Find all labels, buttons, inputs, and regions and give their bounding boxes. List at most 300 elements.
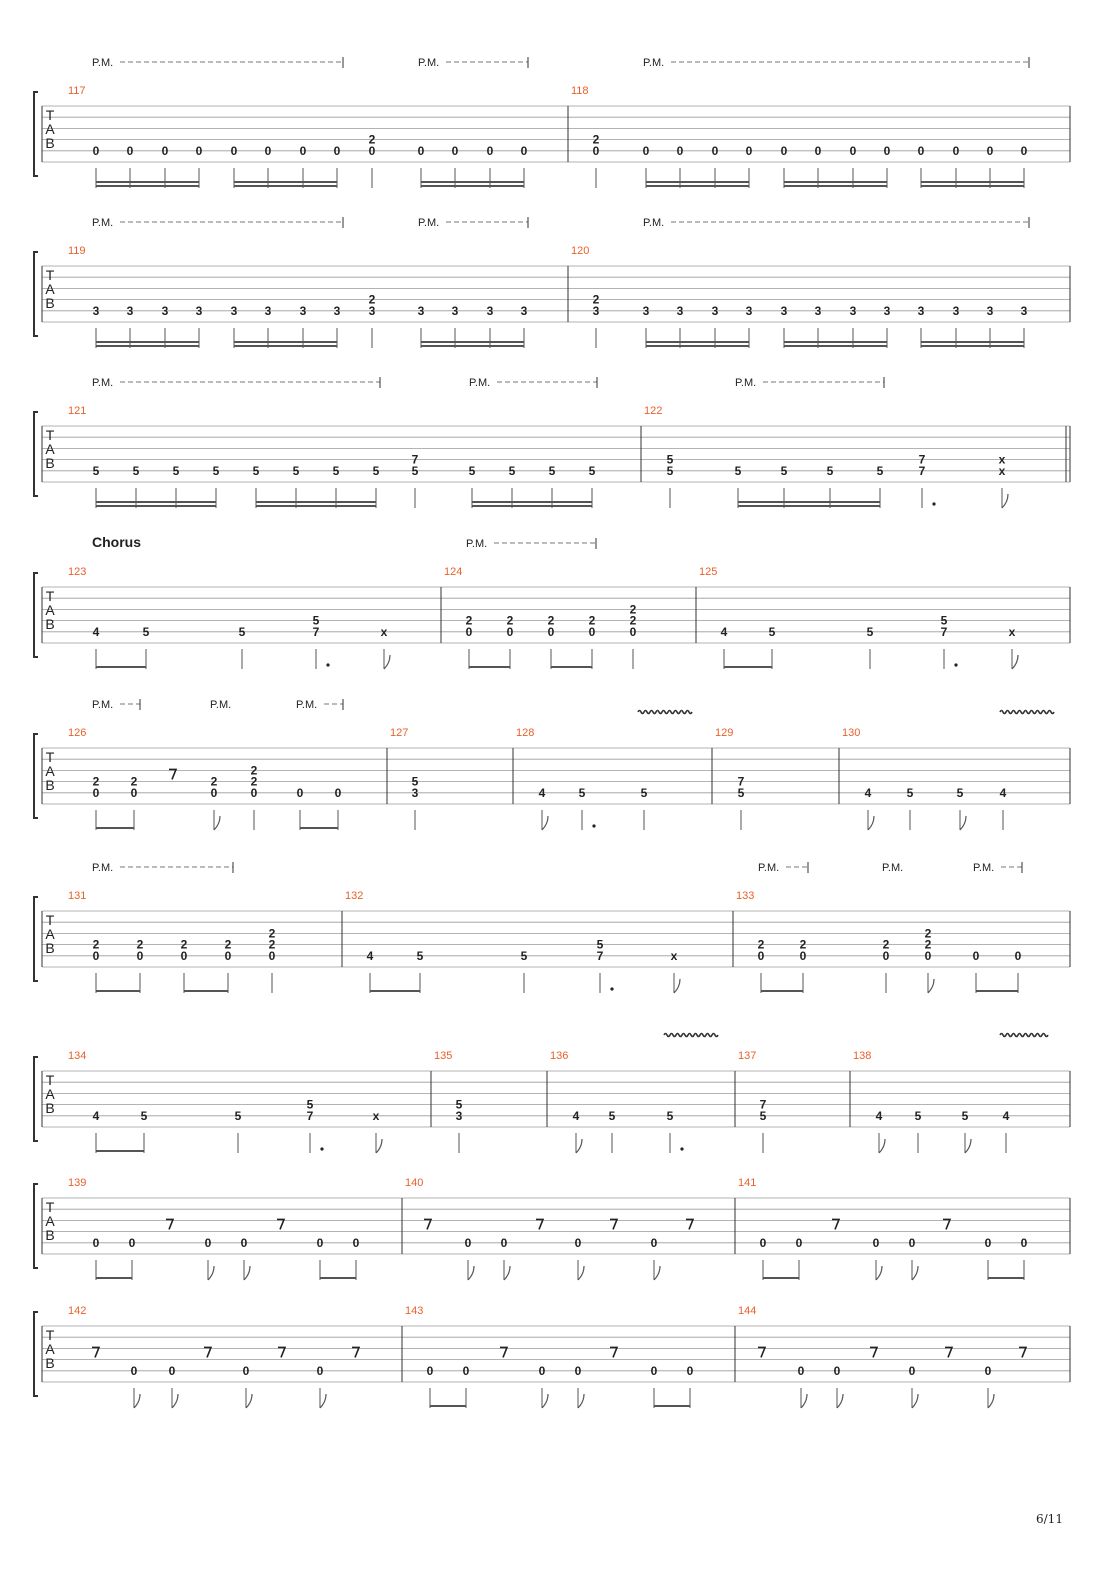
eighth-rest bbox=[352, 1347, 359, 1357]
fret-number: 0 bbox=[795, 1235, 803, 1250]
palm-mute-label: P.M. bbox=[92, 862, 114, 874]
fret-number: 0 bbox=[759, 1235, 767, 1250]
fret-number: 0 bbox=[757, 948, 765, 963]
tab-clef-letter: B bbox=[45, 1227, 55, 1243]
beam bbox=[234, 185, 337, 187]
fret-number: 3 bbox=[417, 303, 425, 318]
fret-number: 5 bbox=[238, 624, 246, 639]
page-number: 6/11 bbox=[1036, 1512, 1063, 1526]
vibrato-wave bbox=[1000, 711, 1054, 714]
fret-number: 0 bbox=[882, 948, 890, 963]
fret-number: 0 bbox=[799, 948, 807, 963]
fret-number: 0 bbox=[224, 948, 232, 963]
fret-number: 0 bbox=[780, 143, 788, 158]
fret-number: 0 bbox=[333, 143, 341, 158]
fret-number: 5 bbox=[292, 463, 300, 478]
fret-number: 0 bbox=[268, 948, 276, 963]
fret-number: 3 bbox=[676, 303, 684, 318]
measure-number: 124 bbox=[444, 566, 463, 578]
beam bbox=[320, 1277, 356, 1279]
note-flag bbox=[988, 1394, 994, 1408]
fret-number: 3 bbox=[126, 303, 134, 318]
system-bracket bbox=[34, 412, 38, 496]
tab-clef-letter: T bbox=[45, 1327, 55, 1343]
beam bbox=[96, 666, 146, 668]
note-flag bbox=[468, 1266, 474, 1280]
fret-number: 7 bbox=[759, 1097, 767, 1112]
fret-number: 5 bbox=[252, 463, 260, 478]
fret-number: 0 bbox=[180, 948, 188, 963]
fret-number: 3 bbox=[711, 303, 719, 318]
fret-number: 3 bbox=[520, 303, 528, 318]
note-flag bbox=[320, 1394, 326, 1408]
fret-number: 0 bbox=[128, 1235, 136, 1250]
fret-number: 2 bbox=[592, 132, 600, 147]
fret-number: 5 bbox=[596, 937, 604, 952]
measure-number: 143 bbox=[405, 1305, 424, 1317]
fret-number: 0 bbox=[417, 143, 425, 158]
tab-clef-letter: T bbox=[45, 749, 55, 765]
fret-number: 3 bbox=[883, 303, 891, 318]
measure-number: 144 bbox=[738, 1305, 757, 1317]
fret-number: 2 bbox=[250, 774, 258, 789]
fret-number: 5 bbox=[940, 613, 948, 628]
beam bbox=[761, 990, 803, 992]
note-flag bbox=[376, 1139, 382, 1153]
fret-number: 0 bbox=[250, 785, 258, 800]
measure-number: 121 bbox=[68, 405, 87, 417]
palm-mute-label: P.M. bbox=[92, 377, 114, 389]
beam bbox=[234, 341, 337, 343]
fret-number: 2 bbox=[210, 774, 218, 789]
fret-number: 7 bbox=[596, 948, 604, 963]
beam bbox=[784, 181, 887, 183]
palm-mute-label: P.M. bbox=[92, 57, 114, 69]
fret-number: 3 bbox=[642, 303, 650, 318]
note-flag bbox=[654, 1266, 660, 1280]
beam bbox=[96, 505, 216, 507]
fret-number: x bbox=[670, 948, 678, 963]
fret-number: 0 bbox=[872, 1235, 880, 1250]
tab-clef-letter: B bbox=[45, 940, 55, 956]
fret-number: 3 bbox=[455, 1108, 463, 1123]
fret-number: 5 bbox=[332, 463, 340, 478]
staff-system bbox=[34, 699, 1070, 830]
note-flag bbox=[208, 1266, 214, 1280]
dot bbox=[680, 1147, 683, 1150]
fret-number: 0 bbox=[972, 948, 980, 963]
fret-number: 7 bbox=[411, 452, 419, 467]
fret-number: 5 bbox=[140, 1108, 148, 1123]
fret-number: 2 bbox=[757, 937, 765, 952]
fret-number: 4 bbox=[366, 948, 374, 963]
eighth-rest bbox=[278, 1347, 285, 1357]
palm-mute-label: P.M. bbox=[466, 538, 488, 550]
fret-number: 2 bbox=[136, 937, 144, 952]
fret-number: 4 bbox=[999, 785, 1007, 800]
palm-mute-label: P.M. bbox=[735, 377, 757, 389]
fret-number: 5 bbox=[734, 463, 742, 478]
palm-mute-label: P.M. bbox=[92, 699, 114, 711]
fret-number: 2 bbox=[588, 613, 596, 628]
tab-clef-letter: B bbox=[45, 616, 55, 632]
eighth-rest bbox=[686, 1219, 693, 1229]
system-bracket bbox=[34, 734, 38, 818]
beam bbox=[184, 990, 228, 992]
fret-number: 5 bbox=[132, 463, 140, 478]
fret-number: 2 bbox=[368, 132, 376, 147]
tab-clef-letter: B bbox=[45, 1100, 55, 1116]
measure-number: 138 bbox=[853, 1050, 872, 1062]
beam bbox=[738, 505, 880, 507]
dot bbox=[932, 502, 935, 505]
fret-number: 0 bbox=[316, 1363, 324, 1378]
note-flag bbox=[876, 1266, 882, 1280]
note-flag bbox=[1012, 655, 1018, 669]
note-flag bbox=[576, 1139, 582, 1153]
note-flag bbox=[912, 1266, 918, 1280]
beam bbox=[370, 990, 420, 992]
note-flag bbox=[172, 1394, 178, 1408]
fret-number: 2 bbox=[547, 613, 555, 628]
fret-number: 0 bbox=[686, 1363, 694, 1378]
fret-number: 7 bbox=[918, 463, 926, 478]
system-bracket bbox=[34, 252, 38, 336]
fret-number: 0 bbox=[465, 624, 473, 639]
measure-number: 122 bbox=[644, 405, 663, 417]
fret-number: 0 bbox=[462, 1363, 470, 1378]
fret-number: 0 bbox=[1014, 948, 1022, 963]
beam bbox=[472, 505, 592, 507]
measure-number: 126 bbox=[68, 727, 87, 739]
beam bbox=[921, 341, 1024, 343]
fret-number: 4 bbox=[720, 624, 728, 639]
beam bbox=[551, 666, 592, 668]
measure-number: 117 bbox=[68, 85, 86, 97]
beam bbox=[921, 345, 1024, 347]
fret-number: 0 bbox=[650, 1363, 658, 1378]
beam bbox=[234, 181, 337, 183]
fret-number: 3 bbox=[849, 303, 857, 318]
tab-clef-letter: A bbox=[45, 281, 55, 297]
measure-number: 135 bbox=[434, 1050, 453, 1062]
beam bbox=[784, 341, 887, 343]
measure-number: 141 bbox=[738, 1177, 757, 1189]
fret-number: 0 bbox=[168, 1363, 176, 1378]
eighth-rest bbox=[424, 1219, 431, 1229]
beam bbox=[96, 181, 199, 183]
note-flag bbox=[1002, 494, 1008, 508]
fret-number: 7 bbox=[306, 1108, 314, 1123]
fret-number: 5 bbox=[234, 1108, 242, 1123]
beam bbox=[646, 345, 749, 347]
palm-mute-label: P.M. bbox=[882, 862, 904, 874]
measure-number: 120 bbox=[571, 245, 590, 257]
fret-number: 5 bbox=[906, 785, 914, 800]
vibrato-wave bbox=[638, 711, 692, 714]
measure-number: 131 bbox=[68, 890, 87, 902]
note-flag bbox=[674, 979, 680, 993]
fret-number: 0 bbox=[592, 143, 600, 158]
beam bbox=[469, 666, 510, 668]
tab-clef-letter: B bbox=[45, 135, 55, 151]
fret-number: 0 bbox=[426, 1363, 434, 1378]
measure-number: 136 bbox=[550, 1050, 569, 1062]
fret-number: 0 bbox=[984, 1235, 992, 1250]
note-flag bbox=[384, 655, 390, 669]
fret-number: 0 bbox=[210, 785, 218, 800]
fret-number: 2 bbox=[268, 926, 276, 941]
fret-number: 7 bbox=[312, 624, 320, 639]
tab-clef-letter: B bbox=[45, 777, 55, 793]
eighth-rest bbox=[1019, 1347, 1026, 1357]
palm-mute-label: P.M. bbox=[469, 377, 491, 389]
fret-number: 2 bbox=[629, 613, 637, 628]
tab-clef-letter: A bbox=[45, 121, 55, 137]
measure-number: 125 bbox=[699, 566, 718, 578]
fret-number: 0 bbox=[520, 143, 528, 158]
fret-number: 2 bbox=[180, 937, 188, 952]
fret-number: x bbox=[998, 463, 1006, 478]
note-flag bbox=[244, 1266, 250, 1280]
fret-number: 5 bbox=[780, 463, 788, 478]
fret-number: 0 bbox=[629, 624, 637, 639]
fret-number: 0 bbox=[908, 1235, 916, 1250]
vibrato-wave bbox=[1000, 1034, 1048, 1037]
fret-number: 3 bbox=[1020, 303, 1028, 318]
fret-number: 0 bbox=[464, 1235, 472, 1250]
tab-clef-letter: A bbox=[45, 763, 55, 779]
tab-clef-letter: T bbox=[45, 107, 55, 123]
fret-number: 4 bbox=[572, 1108, 580, 1123]
system-bracket bbox=[34, 1184, 38, 1268]
fret-number: 0 bbox=[500, 1235, 508, 1250]
eighth-rest bbox=[277, 1219, 284, 1229]
beam bbox=[256, 505, 376, 507]
fret-number: 5 bbox=[666, 1108, 674, 1123]
beam bbox=[921, 181, 1024, 183]
fret-number: 3 bbox=[411, 785, 419, 800]
measure-number: 123 bbox=[68, 566, 87, 578]
beam bbox=[738, 501, 880, 503]
dot bbox=[592, 824, 595, 827]
fret-number: x bbox=[1008, 624, 1016, 639]
fret-number: 5 bbox=[578, 785, 586, 800]
note-flag bbox=[928, 979, 934, 993]
fret-number: 0 bbox=[642, 143, 650, 158]
fret-number: 0 bbox=[352, 1235, 360, 1250]
fret-number: 0 bbox=[92, 785, 100, 800]
fret-number: 0 bbox=[833, 1363, 841, 1378]
fret-number: 3 bbox=[333, 303, 341, 318]
system-bracket bbox=[34, 92, 38, 176]
fret-number: 5 bbox=[866, 624, 874, 639]
beam bbox=[472, 501, 592, 503]
fret-number: 5 bbox=[588, 463, 596, 478]
fret-number: 0 bbox=[797, 1363, 805, 1378]
fret-number: 4 bbox=[538, 785, 546, 800]
beam bbox=[430, 1405, 466, 1407]
note-flag bbox=[965, 1139, 971, 1153]
staff-system bbox=[34, 217, 1070, 348]
fret-number: 4 bbox=[92, 1108, 100, 1123]
fret-number: 5 bbox=[411, 463, 419, 478]
beam bbox=[421, 185, 524, 187]
system-bracket bbox=[34, 1312, 38, 1396]
note-flag bbox=[134, 1394, 140, 1408]
tab-clef-letter: A bbox=[45, 1213, 55, 1229]
fret-number: 0 bbox=[574, 1235, 582, 1250]
beam bbox=[96, 1277, 132, 1279]
fret-number: 0 bbox=[849, 143, 857, 158]
fret-number: 5 bbox=[737, 785, 745, 800]
vibrato-wave bbox=[664, 1034, 718, 1037]
fret-number: 2 bbox=[506, 613, 514, 628]
fret-number: 0 bbox=[574, 1363, 582, 1378]
tab-clef-letter: B bbox=[45, 455, 55, 471]
beam bbox=[724, 666, 772, 668]
measure-number: 140 bbox=[405, 1177, 424, 1189]
eighth-rest bbox=[204, 1347, 211, 1357]
fret-number: 5 bbox=[608, 1108, 616, 1123]
note-flag bbox=[578, 1266, 584, 1280]
fret-number: 5 bbox=[212, 463, 220, 478]
fret-number: 2 bbox=[92, 937, 100, 952]
fret-number: 2 bbox=[368, 292, 376, 307]
note-flag bbox=[504, 1266, 510, 1280]
note-flag bbox=[879, 1139, 885, 1153]
beam bbox=[976, 990, 1018, 992]
fret-number: 0 bbox=[126, 143, 134, 158]
fret-number: 7 bbox=[737, 774, 745, 789]
eighth-rest bbox=[166, 1219, 173, 1229]
fret-number: 2 bbox=[465, 613, 473, 628]
fret-number: 0 bbox=[745, 143, 753, 158]
dot bbox=[326, 663, 329, 666]
staff-system bbox=[34, 1312, 1070, 1408]
fret-number: 0 bbox=[986, 143, 994, 158]
beam bbox=[96, 185, 199, 187]
fret-number: 0 bbox=[299, 143, 307, 158]
fret-number: 3 bbox=[230, 303, 238, 318]
fret-number: 5 bbox=[666, 463, 674, 478]
palm-mute-label: P.M. bbox=[643, 217, 665, 229]
fret-number: 2 bbox=[882, 937, 890, 952]
fret-number: 5 bbox=[468, 463, 476, 478]
fret-number: 5 bbox=[768, 624, 776, 639]
beam bbox=[96, 345, 199, 347]
eighth-rest bbox=[610, 1347, 617, 1357]
fret-number: 0 bbox=[814, 143, 822, 158]
fret-number: 0 bbox=[1020, 1235, 1028, 1250]
fret-number: 5 bbox=[92, 463, 100, 478]
palm-mute-label: P.M. bbox=[92, 217, 114, 229]
beam bbox=[646, 185, 749, 187]
fret-number: 2 bbox=[924, 937, 932, 952]
system-bracket bbox=[34, 897, 38, 981]
fret-number: 3 bbox=[917, 303, 925, 318]
beam bbox=[300, 827, 338, 829]
beam bbox=[96, 827, 134, 829]
fret-number: 0 bbox=[486, 143, 494, 158]
fret-number: 4 bbox=[864, 785, 872, 800]
eighth-rest bbox=[92, 1347, 99, 1357]
tab-clef-letter: T bbox=[45, 267, 55, 283]
fret-number: 2 bbox=[592, 292, 600, 307]
beam bbox=[234, 345, 337, 347]
fret-number: 0 bbox=[334, 785, 342, 800]
fret-number: 2 bbox=[224, 937, 232, 952]
fret-number: 0 bbox=[130, 785, 138, 800]
beam bbox=[988, 1277, 1024, 1279]
fret-number: 3 bbox=[986, 303, 994, 318]
fret-number: 0 bbox=[92, 948, 100, 963]
palm-mute-label: P.M. bbox=[418, 57, 440, 69]
fret-number: 0 bbox=[296, 785, 304, 800]
fret-number: 0 bbox=[547, 624, 555, 639]
fret-number: 2 bbox=[130, 774, 138, 789]
fret-number: 0 bbox=[204, 1235, 212, 1250]
fret-number: 7 bbox=[940, 624, 948, 639]
fret-number: 5 bbox=[876, 463, 884, 478]
fret-number: 0 bbox=[984, 1363, 992, 1378]
measure-number: 119 bbox=[68, 245, 86, 257]
fret-number: 5 bbox=[142, 624, 150, 639]
palm-mute-label: P.M. bbox=[643, 57, 665, 69]
beam bbox=[784, 185, 887, 187]
tab-clef-letter: A bbox=[45, 926, 55, 942]
fret-number: 2 bbox=[924, 926, 932, 941]
palm-mute-label: P.M. bbox=[758, 862, 780, 874]
fret-number: 0 bbox=[711, 143, 719, 158]
dot bbox=[610, 987, 613, 990]
tab-clef-letter: T bbox=[45, 588, 55, 604]
fret-number: 3 bbox=[814, 303, 822, 318]
beam bbox=[921, 185, 1024, 187]
note-flag bbox=[542, 816, 548, 830]
note-flag bbox=[960, 816, 966, 830]
palm-mute-label: P.M. bbox=[973, 862, 995, 874]
beam bbox=[96, 341, 199, 343]
fret-number: 3 bbox=[161, 303, 169, 318]
system-bracket bbox=[34, 1057, 38, 1141]
beam bbox=[646, 181, 749, 183]
fret-number: 3 bbox=[299, 303, 307, 318]
tab-clef-letter: B bbox=[45, 295, 55, 311]
fret-number: 3 bbox=[264, 303, 272, 318]
fret-number: 0 bbox=[161, 143, 169, 158]
palm-mute-label: P.M. bbox=[296, 699, 318, 711]
fret-number: 5 bbox=[640, 785, 648, 800]
tab-clef-letter: A bbox=[45, 1086, 55, 1102]
fret-number: 5 bbox=[508, 463, 516, 478]
dot bbox=[954, 663, 957, 666]
fret-number: 3 bbox=[745, 303, 753, 318]
fret-number: 5 bbox=[826, 463, 834, 478]
fret-number: 2 bbox=[629, 602, 637, 617]
measure-number: 139 bbox=[68, 1177, 87, 1189]
fret-number: 0 bbox=[924, 948, 932, 963]
beam bbox=[421, 181, 524, 183]
fret-number: 5 bbox=[372, 463, 380, 478]
fret-number: 3 bbox=[451, 303, 459, 318]
fret-number: 0 bbox=[588, 624, 596, 639]
tab-clef-letter: T bbox=[45, 1199, 55, 1215]
beam bbox=[421, 341, 524, 343]
fret-number: 0 bbox=[136, 948, 144, 963]
fret-number: 5 bbox=[548, 463, 556, 478]
note-flag bbox=[246, 1394, 252, 1408]
